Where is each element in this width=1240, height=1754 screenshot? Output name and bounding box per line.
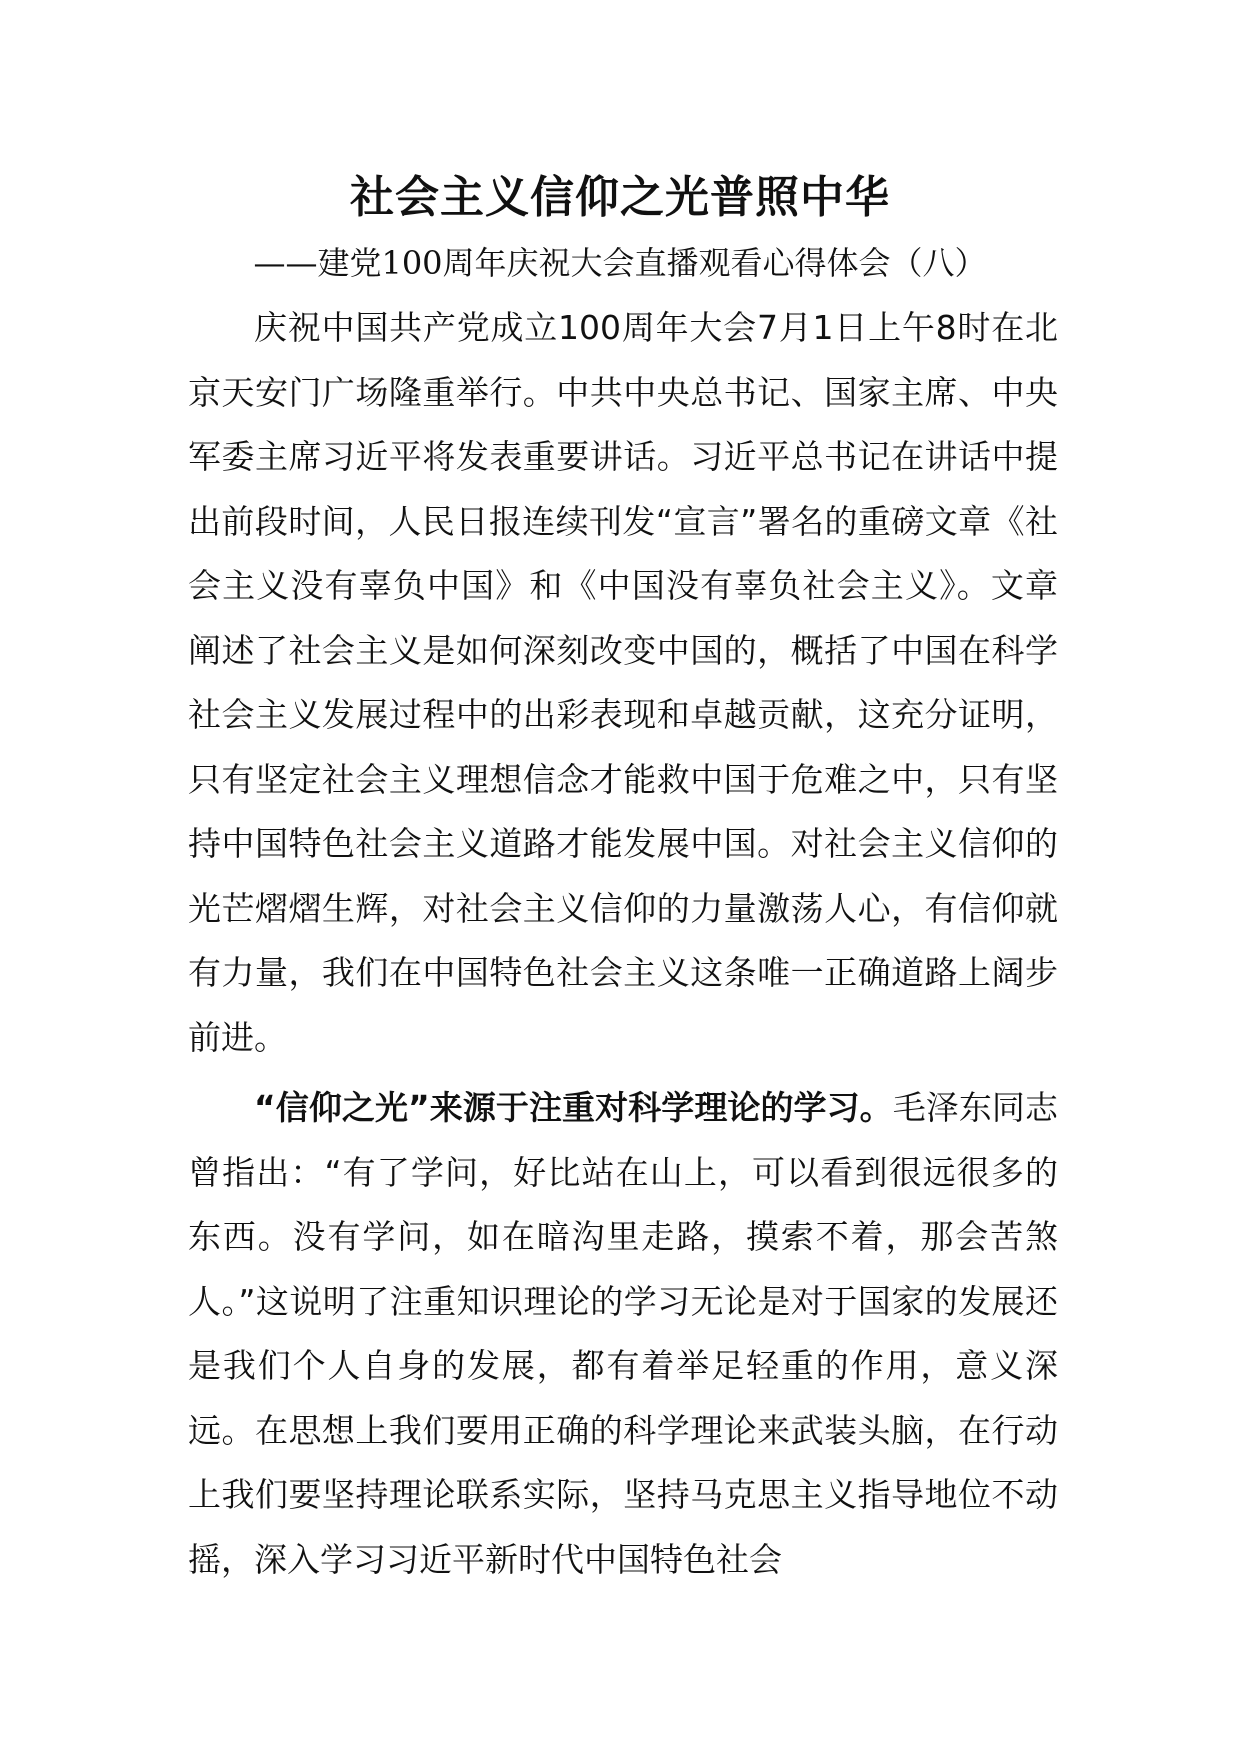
paragraph-2 [188,1076,1058,1592]
paragraph-1: 庆祝中国共产党成立100周年大会7月1日上午8时在北京天安门广场隆重举行。中共中央总书记、国家主席、中央军委主席习近平将发表重要讲话。习近平总书记在讲话中提出前段时间，人民日报连续刊发“宣言”署名的重磅文章《社会主义没有辜负中国》和《中国没有辜负社会主义》。文章阐述了社会主义是如何深刻改变中国的，概括了中国在科学社会主义发展过程中的出彩表现和卓越贡献，这充分证明，只有坚定社会主义理想信念才能救中国于危难之中，只有坚持中国特色社会主义道路才能发展中国。对社会主义信仰的光芒熠熠生辉，对社会主义信仰的力量激荡人心，有信仰就有力量，我们在中国特色社会主义这条唯一正确道路上阔步前进。 [188,308,1058,1057]
document-subtitle: ——建党100周年庆祝大会直播观看心得体会（八） [253,244,987,282]
document-title: 社会主义信仰之光普照中华 [350,172,890,223]
document-body [188,296,1058,1592]
paragraph-2-lead: “信仰之光”来源于注重对科学理论的学习。 [254,1088,893,1127]
paragraph-2-text: 毛泽东同志曾指出：“有了学问，好比站在山上，可以看到很远很多的东西。没有学问，如在暗沟里走路，摸索不着，那会苦煞人。”这说明了注重知识理论的学习无论是对于国家的发展还是我们个人自身的发展，都有着举足轻重的作用，意义深远。在思想上我们要用正确的科学理论来武装头脑，在行动上我们要坚持理论联系实际，坚持马克思主义指导地位不动摇，深入学习习近平新时代中国特色社会 [188,1088,1058,1579]
